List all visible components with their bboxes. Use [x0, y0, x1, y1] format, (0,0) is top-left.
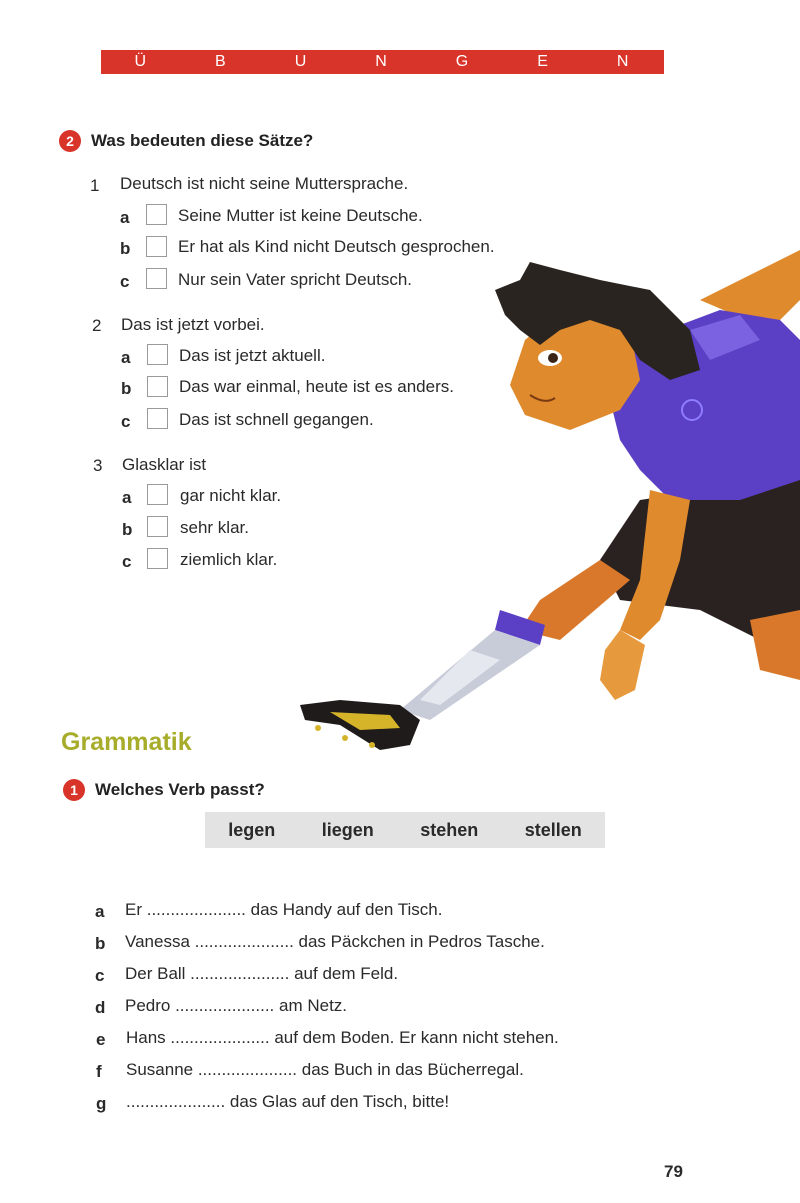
banner-letter: E — [537, 53, 550, 70]
question-text: Deutsch ist nicht seine Muttersprache. — [120, 174, 409, 193]
exercise-number-badge: 1 — [63, 779, 85, 801]
option-text: Das war einmal, heute ist es anders. — [179, 377, 454, 396]
option-text: Er hat als Kind nicht Deutsch gesprochen. — [178, 237, 495, 256]
verb-word: stellen — [524, 819, 582, 840]
answer-checkbox[interactable] — [146, 268, 167, 289]
section-heading: Grammatik — [61, 728, 192, 756]
sentence-letter: f — [96, 1062, 102, 1081]
question-text: Glasklar ist — [122, 455, 207, 474]
banner-letter: B — [215, 53, 228, 70]
gap-sentence: Vanessa ..................... das Päckchen in Pedros Tasche. — [125, 932, 545, 951]
option-letter: a — [122, 488, 132, 507]
gap-sentence: Pedro ..................... am Netz. — [125, 996, 348, 1015]
option-text: Nur sein Vater spricht Deutsch. — [178, 270, 412, 289]
option-letter: c — [120, 272, 130, 291]
page-number: 79 — [664, 1162, 683, 1181]
sentence-letter: b — [95, 934, 106, 953]
option-letter: a — [121, 348, 131, 367]
verb-word: legen — [228, 819, 276, 840]
sentence-letter: d — [95, 998, 106, 1017]
gap-sentence: Er ..................... das Handy auf den Tisch. — [125, 900, 443, 919]
gap-sentence: Der Ball ..................... auf dem Feld. — [125, 964, 399, 983]
verb-word: stehen — [420, 819, 479, 840]
banner-letter: Ü — [134, 53, 149, 70]
banner-letter: N — [375, 53, 389, 70]
option-letter: c — [122, 552, 132, 571]
sentence-letter: a — [95, 902, 105, 921]
option-text: gar nicht klar. — [180, 486, 282, 505]
question-number: 2 — [92, 316, 102, 335]
option-letter: b — [122, 520, 133, 539]
answer-checkbox[interactable] — [147, 548, 168, 569]
answer-checkbox[interactable] — [147, 484, 168, 505]
exercise-number-badge: 2 — [59, 130, 81, 152]
verb-word-box — [205, 812, 605, 848]
gap-sentence: ..................... das Glas auf den Tisch, bitte! — [126, 1092, 450, 1111]
option-letter: b — [120, 239, 131, 258]
question-number: 1 — [90, 176, 100, 195]
option-text: ziemlich klar. — [180, 550, 278, 569]
question-number: 3 — [93, 456, 103, 475]
answer-checkbox[interactable] — [147, 408, 168, 429]
banner-letter: U — [294, 53, 309, 70]
answer-checkbox[interactable] — [147, 344, 168, 365]
sentence-letter: c — [95, 966, 105, 985]
banner-letter: G — [455, 53, 471, 70]
exercise-title: Welches Verb passt? — [95, 780, 265, 799]
verb-word: liegen — [321, 819, 374, 840]
option-text: sehr klar. — [180, 518, 249, 537]
gap-sentence: Susanne ..................... das Buch in das Bücherregal. — [126, 1060, 524, 1079]
option-letter: a — [120, 208, 130, 227]
sentence-letter: g — [96, 1094, 107, 1113]
option-text: Seine Mutter ist keine Deutsche. — [178, 206, 423, 225]
banner-letter: N — [616, 53, 631, 70]
sentence-letter: e — [96, 1030, 106, 1049]
answer-checkbox[interactable] — [147, 516, 168, 537]
answer-checkbox[interactable] — [146, 236, 167, 257]
answer-checkbox[interactable] — [146, 204, 167, 225]
option-letter: c — [121, 412, 131, 431]
exercise-title: Was bedeuten diese Sätze? — [91, 131, 314, 150]
question-text: Das ist jetzt vorbei. — [121, 315, 265, 334]
option-letter: b — [121, 379, 132, 398]
answer-checkbox[interactable] — [147, 376, 168, 397]
option-text: Das ist jetzt aktuell. — [179, 346, 326, 365]
gap-sentence: Hans ..................... auf dem Boden. Er kann nicht stehen. — [126, 1028, 559, 1047]
option-text: Das ist schnell gegangen. — [179, 410, 374, 429]
